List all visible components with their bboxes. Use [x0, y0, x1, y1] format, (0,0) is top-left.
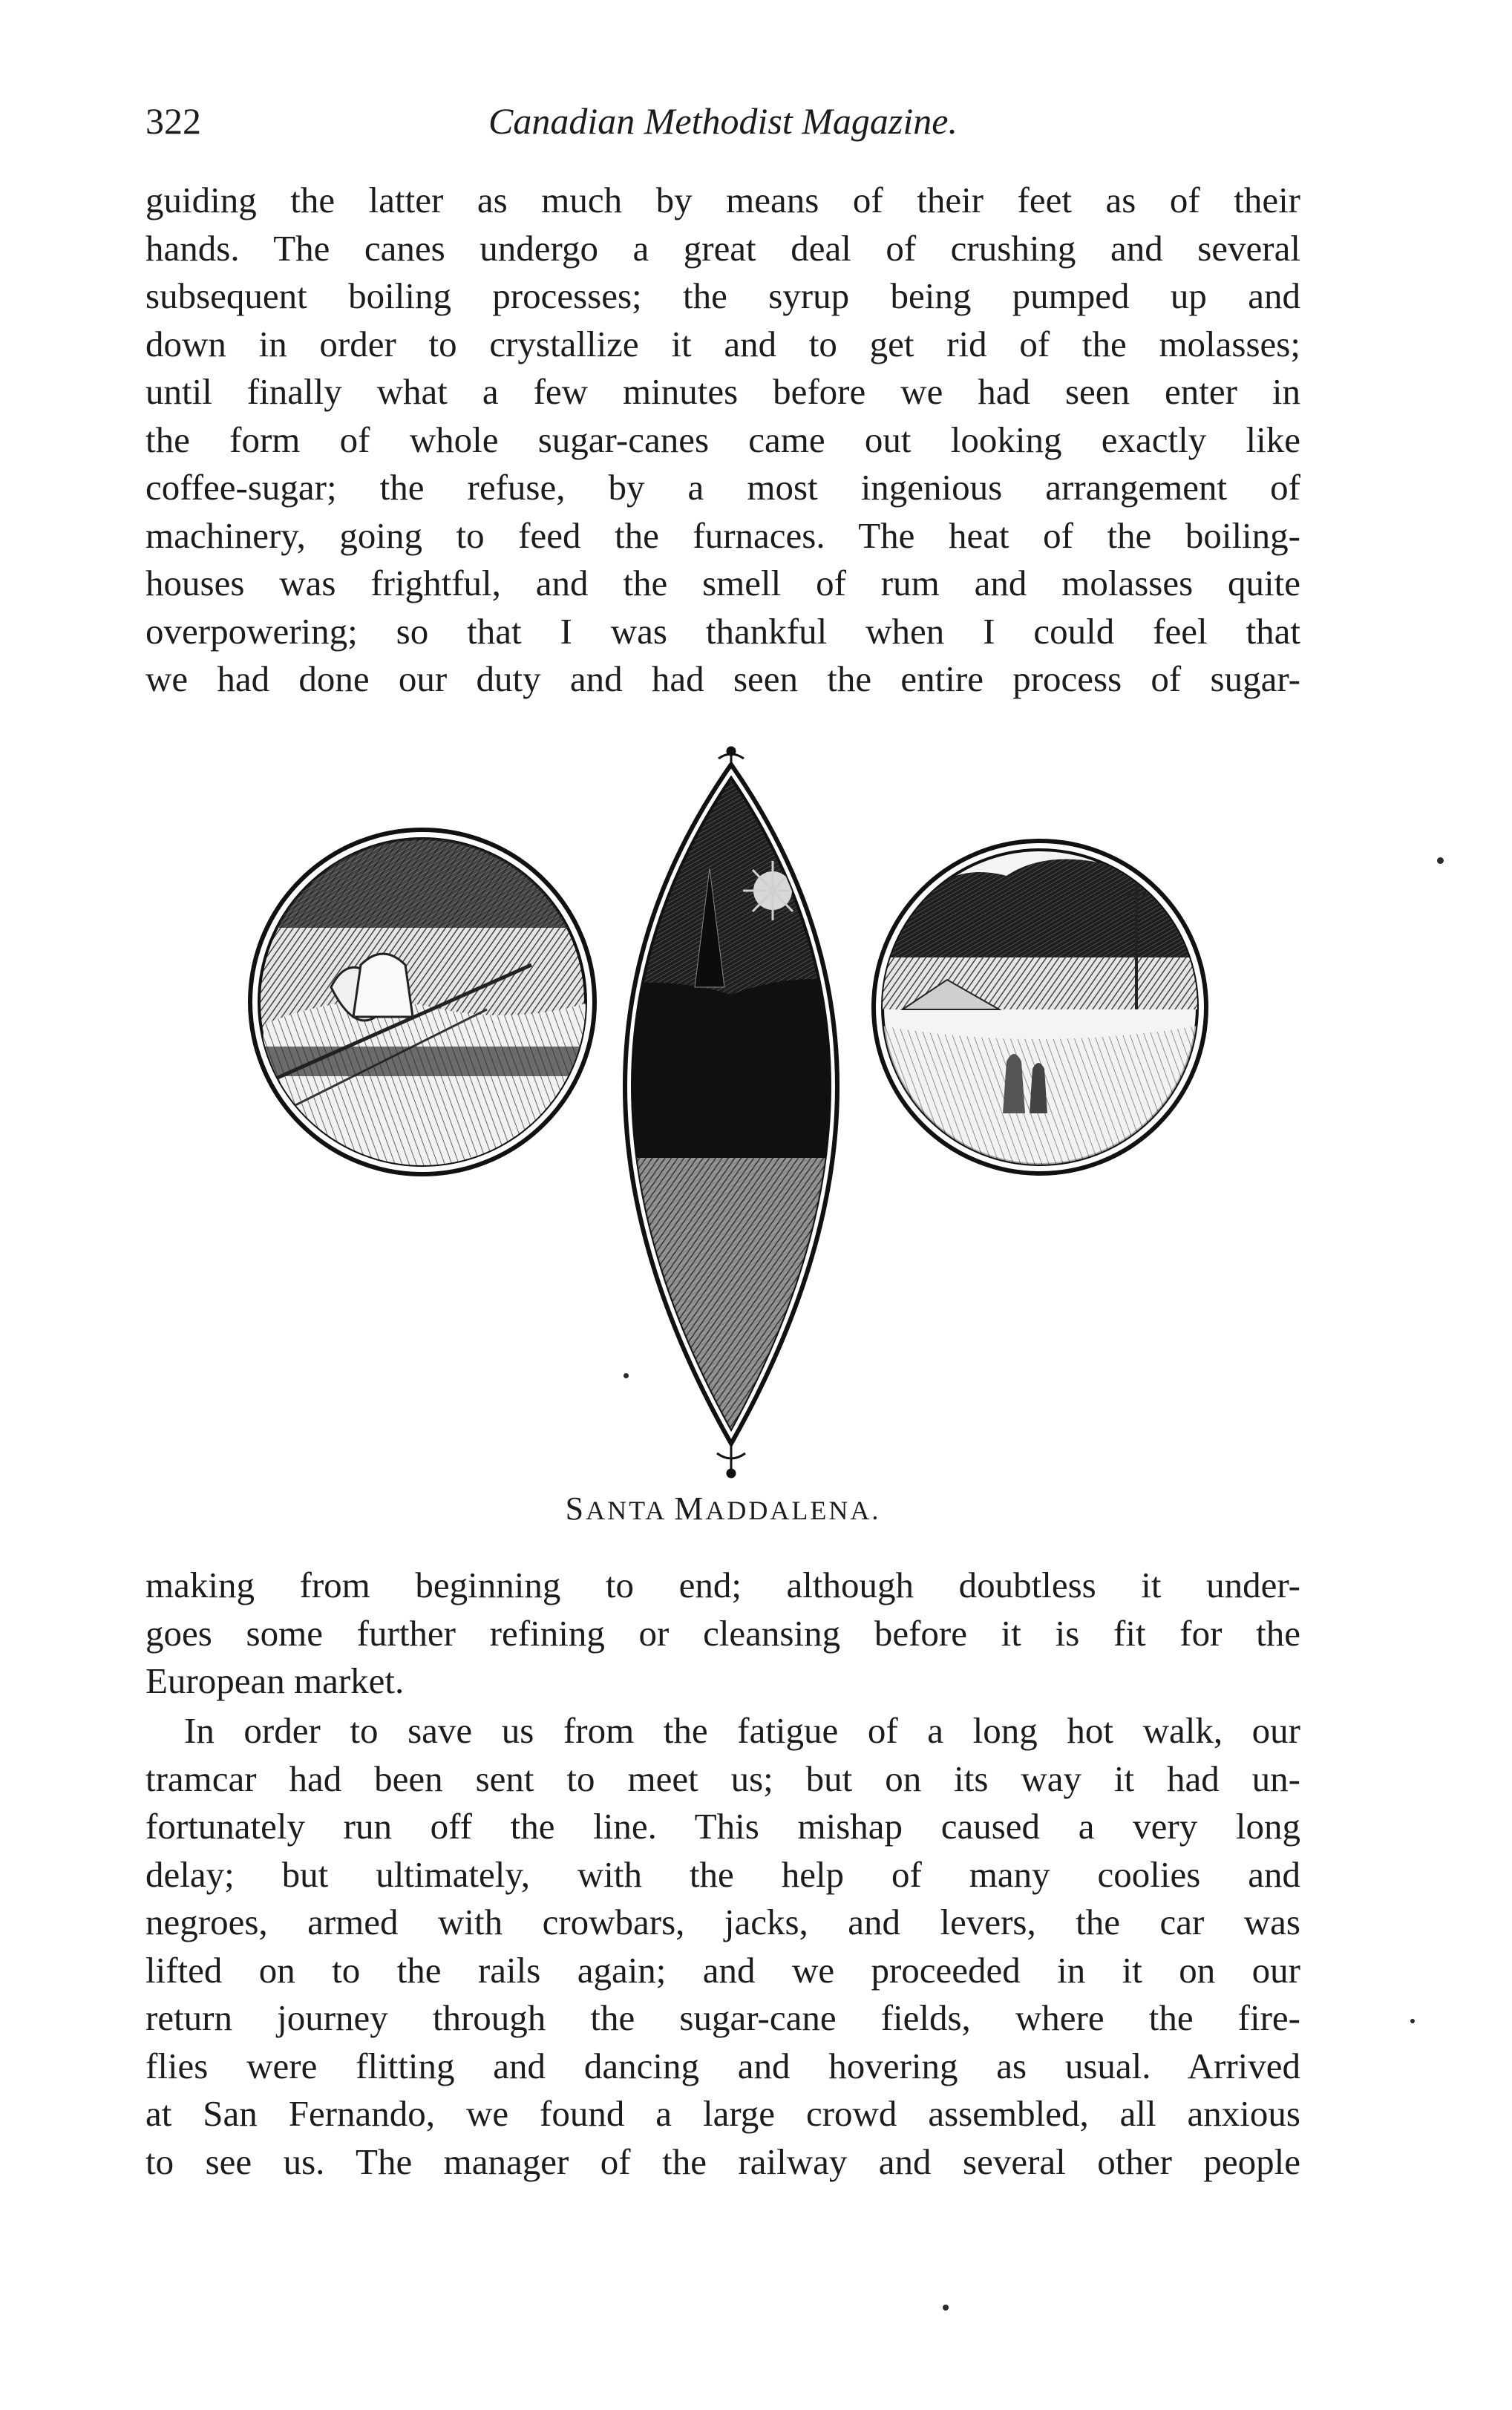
figure-caption [145, 1490, 1300, 1529]
running-header [145, 88, 1300, 154]
text-line: delay; but ultimately, with the help of many coolies and [145, 1853, 1300, 1895]
page-number: 322 [145, 100, 201, 142]
text-line: coffee-sugar; the refuse, by a most ingenious arrangement of [145, 467, 1300, 508]
text-line: In order to save us from the fatigue of a long hot walk, our [184, 1710, 1300, 1751]
text-line: return journey through the sugar-cane fields, where the fire- [145, 1997, 1300, 2038]
text-line: guiding the latter as much by means of their feet as of their [145, 180, 1300, 220]
paragraph-sugar-process [145, 177, 1300, 704]
text-line: flies were flitting and dancing and hovering as usual. Arrived [145, 2045, 1300, 2086]
text-line: tramcar had been sent to meet us; but on its way it had un- [145, 1758, 1300, 1799]
text-line: down in order to crystallize it and to get rid of the molasses; [145, 323, 1300, 364]
left-vignette [249, 824, 598, 1188]
scan-speck [624, 1373, 629, 1378]
caption-initial: S [565, 1490, 586, 1527]
text-line: European market. [145, 1660, 405, 1701]
text-line: machinery, going to feed the furnaces. The heat of the boiling- [145, 514, 1300, 556]
caption-initial: M [674, 1490, 706, 1527]
text-line: subsequent boiling processes; the syrup being pumped up and [145, 275, 1300, 316]
paragraph-tramcar [145, 1707, 1300, 2186]
text-line: fortunately run off the line. This mishap caused a very long [145, 1806, 1300, 1847]
scan-speck [943, 2305, 949, 2311]
scan-speck [1410, 2019, 1415, 2023]
text-line: goes some further refining or cleansing before it is fit for the [145, 1612, 1300, 1654]
text-line: we had done our duty and had seen the entire process of sugar- [145, 658, 1300, 699]
text-line: making from beginning to end; although doubtless it under- [145, 1565, 1300, 1605]
santa-maddalena-illustration [220, 742, 1244, 1492]
caption-text: ANTA [586, 1496, 675, 1525]
text-line: to see us. The manager of the railway and several other people [145, 2141, 1300, 2182]
central-vignette [531, 747, 932, 1477]
text-line: at San Fernando, we found a large crowd assembled, all anxious [145, 2093, 1300, 2134]
text-line: until finally what a few minutes before we had seen enter in [145, 371, 1300, 412]
text-line: negroes, armed with crowbars, jacks, and levers, the car was [145, 1902, 1300, 1942]
text-line: the form of whole sugar-canes came out looking exactly like [145, 419, 1300, 460]
text-line: houses was frightful, and the smell of rum and molasses quite [145, 563, 1300, 603]
text-line: lifted on to the rails again; and we proceeded in it on our [145, 1949, 1300, 1991]
engraving-vignettes [220, 742, 1244, 1492]
text-line: hands. The canes undergo a great deal of crushing and several [145, 227, 1300, 269]
scan-speck [1437, 857, 1444, 864]
right-vignette [873, 841, 1207, 1188]
bottom-ornament [717, 1440, 745, 1477]
top-ornament [719, 747, 744, 769]
paragraph-sugar-making [145, 1562, 1300, 1706]
text-line: overpowering; so that I was thankful when I could feel that [145, 610, 1300, 652]
running-title: Canadian Methodist Magazine. [488, 100, 958, 142]
caption-text: ADDALENA. [705, 1496, 881, 1525]
